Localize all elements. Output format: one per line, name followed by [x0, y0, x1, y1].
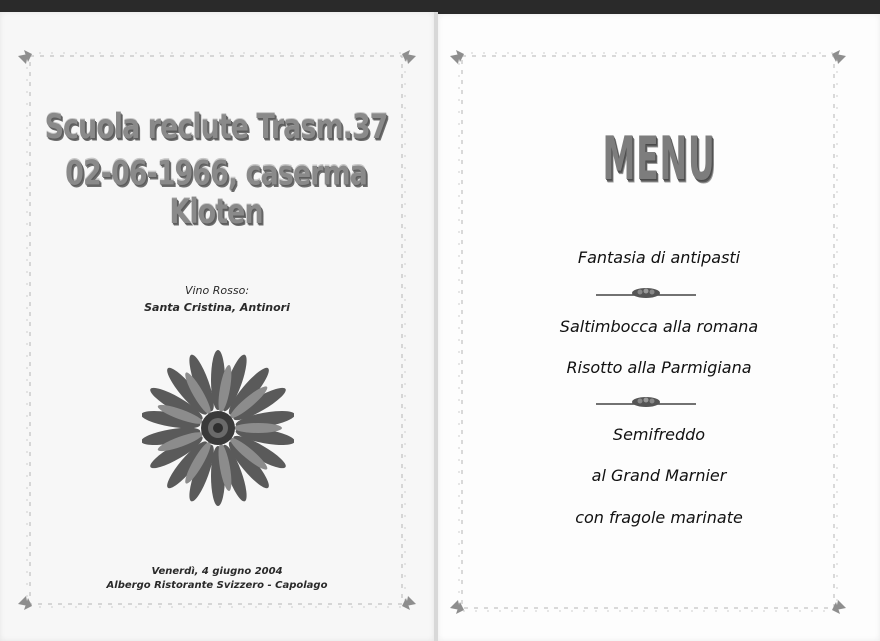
title-line-1: Scuola reclute Trasm.37 [44, 108, 388, 147]
wine-name: Santa Cristina, Antinori [144, 301, 290, 314]
floral-divider-icon [596, 287, 696, 301]
dish-6: con fragole marinate [575, 508, 743, 527]
wine-label: Vino Rosso: [184, 284, 250, 297]
dish-4: Semifreddo [612, 425, 706, 444]
event-date: Venerdì, 4 giugno 2004 [151, 566, 283, 577]
dish-5: al Grand Marnier [591, 466, 727, 485]
dish-1: Fantasia di antipasti [577, 248, 741, 267]
dish-3: Risotto alla Parmigiana [566, 358, 752, 377]
daisy-flower-image [142, 348, 294, 508]
event-venue: Albergo Ristorante Svizzero - Capolago [106, 580, 328, 591]
floral-divider-icon [596, 396, 696, 410]
decorative-border-left [0, 12, 434, 641]
left-page [0, 12, 434, 641]
title-line-2: 02-06-1966, caserma Kloten [65, 154, 367, 232]
dish-2: Saltimbocca alla romana [559, 317, 759, 336]
menu-title: MENU [602, 122, 716, 194]
right-page [438, 14, 880, 641]
